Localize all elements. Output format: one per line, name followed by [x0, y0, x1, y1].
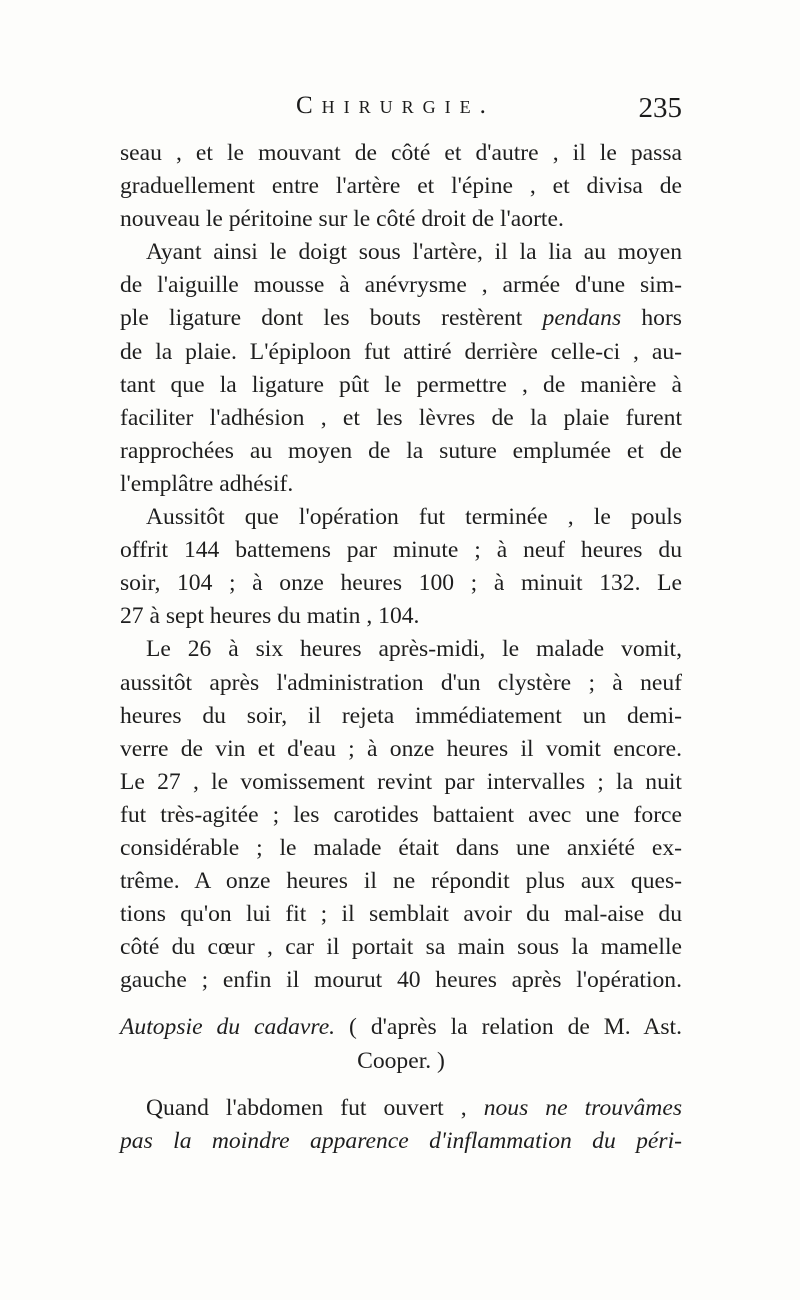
text-line: seau , et le mouvant de côté et d'autre , il le passa: [120, 140, 682, 166]
italic-word: pendans: [542, 305, 622, 332]
italic-segment: nous ne trouvâmes: [483, 1094, 683, 1121]
text-line: verre de vin et d'eau ; à onze heures il vomit encore.: [120, 735, 682, 762]
text-line: faciliter l'adhésion , et les lèvres de la plaie furent: [120, 404, 682, 431]
autopsy-title: Autopsie du cadavre.: [120, 1014, 336, 1041]
italic-line: pas la moindre apparence d'inflammation du péri-: [120, 1127, 682, 1154]
running-head: Chirurgie.: [296, 92, 495, 119]
text-line: 27 à sept heures du matin , 104.: [120, 603, 420, 630]
text-line: tions qu'on lui fit ; il semblait avoir du mal-aise du: [120, 901, 682, 928]
paragraph-1: [120, 137, 682, 236]
text-line: Aussitôt que l'opération fut terminée , le pouls: [146, 504, 682, 531]
text-line: considérable ; le malade était dans une anxiété ex-: [120, 834, 682, 861]
text-line: soir, 104 ; à onze heures 100 ; à minuit 132. Le: [120, 570, 682, 597]
text-line: côté du cœur , car il portait sa main sous la mamelle: [120, 934, 682, 961]
text-line: gauche ; enfin il mourut 40 heures après l'opération.: [120, 967, 682, 994]
text-line: heures du soir, il rejeta immédiatement un demi-: [120, 702, 682, 729]
text-line: trême. A onze heures il ne répondit plus aux ques-: [120, 868, 682, 895]
text-line: Ayant ainsi le doigt sous l'artère, il la lia au moyen: [146, 239, 682, 266]
text-segment: ple ligature dont les bouts restèrent: [120, 305, 523, 332]
text-line: l'emplâtre adhésif.: [120, 470, 294, 497]
text-line: Le 26 à six heures après-midi, le malade vomit,: [146, 636, 682, 663]
text-line-with-italic: [120, 302, 682, 335]
text-line: graduellement entre l'artère et l'épine , et divisa de: [120, 173, 682, 200]
text-line: de la plaie. L'épiploon fut attiré derrière celle-ci , au-: [120, 338, 682, 365]
text-line-with-italic: [120, 1092, 682, 1125]
text-line: offrit 144 battemens par minute ; à neuf heures du: [120, 537, 682, 564]
text-line: fut très-agitée ; les carotides battaient avec une force: [120, 801, 682, 828]
text-line: Le 27 , le vomissement revint par intervalles ; la nuit: [120, 768, 682, 795]
page-number: 235: [638, 92, 682, 124]
text-segment: hors: [641, 305, 682, 332]
section-spacer: [120, 997, 682, 1011]
text-line: aussitôt après l'administration d'un clystère ; à neuf: [120, 669, 682, 696]
page-header: [118, 92, 682, 132]
paragraph-5: [120, 1092, 682, 1158]
text-line: de l'aiguille mousse à anévrysme , armée d'une sim-: [120, 272, 682, 299]
autopsy-heading: [120, 1011, 682, 1077]
paragraph-4: [120, 633, 682, 997]
text-segment: Quand l'abdomen fut ouvert ,: [146, 1094, 467, 1121]
paragraph-3: [120, 501, 682, 633]
section-spacer: [120, 1078, 682, 1092]
paragraph-2: [120, 236, 682, 501]
text-line: rapprochées au moyen de la suture emplumée et de: [120, 437, 682, 464]
text-line: nouveau le péritoine sur le côté droit de l'aorte.: [120, 206, 564, 233]
autopsy-line: [120, 1011, 682, 1044]
autopsy-author: Cooper. ): [357, 1047, 445, 1074]
autopsy-source: ( d'après la relation de M. Ast.: [349, 1014, 683, 1041]
body-text: [120, 137, 682, 1158]
text-line: tant que la ligature pût le permettre , de manière à: [120, 371, 682, 398]
